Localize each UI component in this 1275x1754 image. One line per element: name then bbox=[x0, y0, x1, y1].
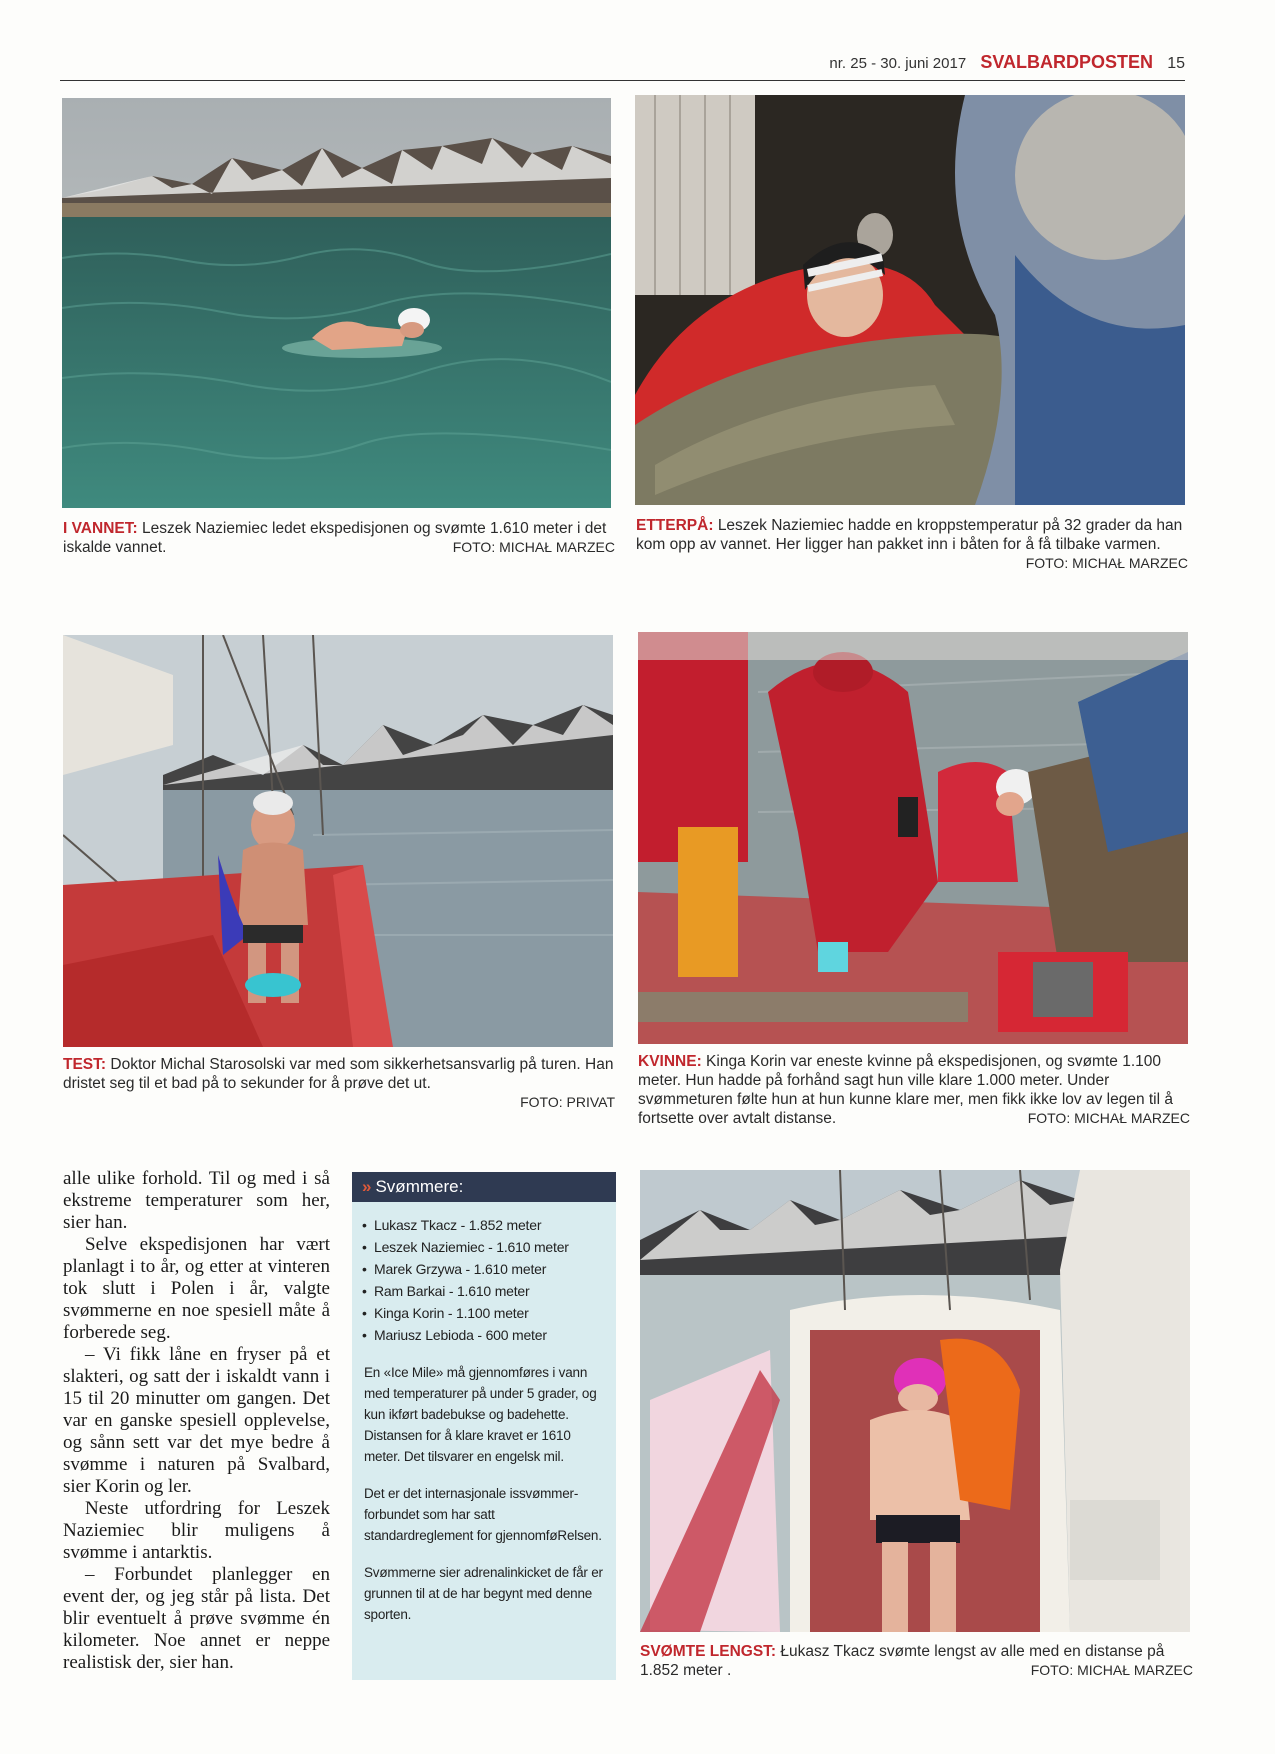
factbox-paragraph: En «Ice Mile» må gjennomføres i vann med temperaturer på under 5 grader, og kun ikført badebukse og badehette. Distansen for å klare kravet er 1610 meter. Det tilsvarer en engelsk mil. bbox=[364, 1365, 597, 1464]
factbox-title-text: Svømmere: bbox=[375, 1177, 464, 1196]
factbox-title bbox=[352, 1172, 616, 1202]
page-number: 15 bbox=[1167, 55, 1185, 72]
photo-credit: FOTO: MICHAŁ MARZEC bbox=[1027, 1110, 1190, 1126]
caption-photo-4 bbox=[638, 1052, 1190, 1128]
caption-photo-5 bbox=[640, 1642, 1193, 1680]
photo-doctor-on-deck bbox=[63, 635, 613, 1047]
caption-photo-1 bbox=[63, 519, 615, 557]
article-paragraph: Selve ekspedisjonen har vært planlagt i to år, og etter at vinteren tok slutt i Polen i år, valgte svømmerne en noe spesiell måte å forberede seg. bbox=[63, 1234, 330, 1343]
list-item: • Mariusz Lebioda - 600 meter bbox=[374, 1324, 616, 1346]
photo-swimmer-warming-up bbox=[635, 95, 1185, 505]
caption-label: SVØMTE LENGST: bbox=[640, 1643, 777, 1660]
photo-credit: FOTO: PRIVAT bbox=[520, 1094, 615, 1110]
photo-swimmer-in-water bbox=[62, 98, 611, 508]
caption-text: Kinga Korin var eneste kvinne på ekspedisjonen, og svømte 1.100 meter. Hun hadde på forhånd sagt hun ville klare 1.000 meter. Under svømmeturen følte hun at hun kunne klare mer, men fikk ikke lov av legen til å fortsette over avtalt distanse. bbox=[638, 1053, 1173, 1127]
article-paragraph: Neste utfordring for Leszek Naziemiec blir muligens å svømme i antarktis. bbox=[63, 1498, 330, 1563]
factbox-paragraph: Svømmerne sier adrenalinkicket de får er grunnen til at de har begynt med denne sporten. bbox=[364, 1565, 603, 1622]
article-paragraph: – Forbundet planlegger en event der, og jeg står på lista. Det blir eventuelt å prøve svømme én kilometer. Noe annet er neppe realistisk der, sier han. bbox=[63, 1564, 330, 1673]
list-item: • Kinga Korin - 1.100 meter bbox=[374, 1302, 616, 1324]
swimmers-list bbox=[352, 1214, 616, 1346]
list-item: • Leszek Naziemiec - 1.610 meter bbox=[374, 1236, 616, 1258]
caption-text: Łukasz Tkacz svømte lengst av alle med en distanse på 1.852 meter . bbox=[640, 1643, 1165, 1679]
article-body bbox=[63, 1168, 330, 1674]
list-item: • Lukasz Tkacz - 1.852 meter bbox=[374, 1214, 616, 1236]
photo-credit: FOTO: MICHAŁ MARZEC bbox=[452, 539, 615, 555]
caption-text: Doktor Michal Starosolski var med som sikkerhetsansvarlig på turen. Han dristet seg til et bad på to sekunder for å prøve det ut. bbox=[63, 1056, 614, 1092]
list-item: • Marek Grzywa - 1.610 meter bbox=[374, 1258, 616, 1280]
newspaper-brand: SVALBARDPOSTEN bbox=[980, 52, 1154, 72]
article-paragraph: – Vi fikk låne en fryser på et slakteri, og satt der i iskaldt vann i 15 til 20 minutter om gangen. Det var en ganske spesiell opplevelse, og sånn sett var det mye bedre å svømme i naturen på Svalbard, sier Korin og ler. bbox=[63, 1344, 330, 1497]
caption-label: KVINNE: bbox=[638, 1053, 702, 1070]
photo-woman-climbing-aboard bbox=[638, 632, 1188, 1044]
caption-text: Leszek Naziemiec hadde en kroppstemperatur på 32 grader da han kom opp av vannet. Her ligger han pakket inn i båten for å få tilbake varmen. bbox=[636, 517, 1183, 553]
caption-text: Leszek Naziemiec ledet ekspedisjonen og svømte 1.610 meter i det iskalde vannet. bbox=[63, 520, 607, 556]
chevron-right-icon: » bbox=[362, 1177, 372, 1196]
factbox-paragraph: Det er det internasjonale issvømmer-forbundet som har satt standardreglement for gjennomføRelsen. bbox=[364, 1486, 602, 1543]
swimmers-factbox bbox=[352, 1172, 616, 1680]
issue-date: nr. 25 - 30. juni 2017 bbox=[829, 55, 967, 72]
photo-credit: FOTO: MICHAŁ MARZEC bbox=[1025, 555, 1188, 571]
list-item: • Ram Barkai - 1.610 meter bbox=[374, 1280, 616, 1302]
article-paragraph: alle ulike forhold. Til og med i så ekstreme temperaturer som her, sier han. bbox=[63, 1168, 330, 1233]
caption-photo-2 bbox=[636, 516, 1188, 573]
caption-photo-3 bbox=[63, 1055, 615, 1112]
photo-longest-swimmer bbox=[640, 1170, 1190, 1632]
photo-credit: FOTO: MICHAŁ MARZEC bbox=[1030, 1662, 1193, 1678]
caption-label: I VANNET: bbox=[63, 520, 138, 537]
page-header bbox=[60, 52, 1185, 81]
caption-label: ETTERPÅ: bbox=[636, 517, 714, 534]
caption-label: TEST: bbox=[63, 1056, 107, 1073]
